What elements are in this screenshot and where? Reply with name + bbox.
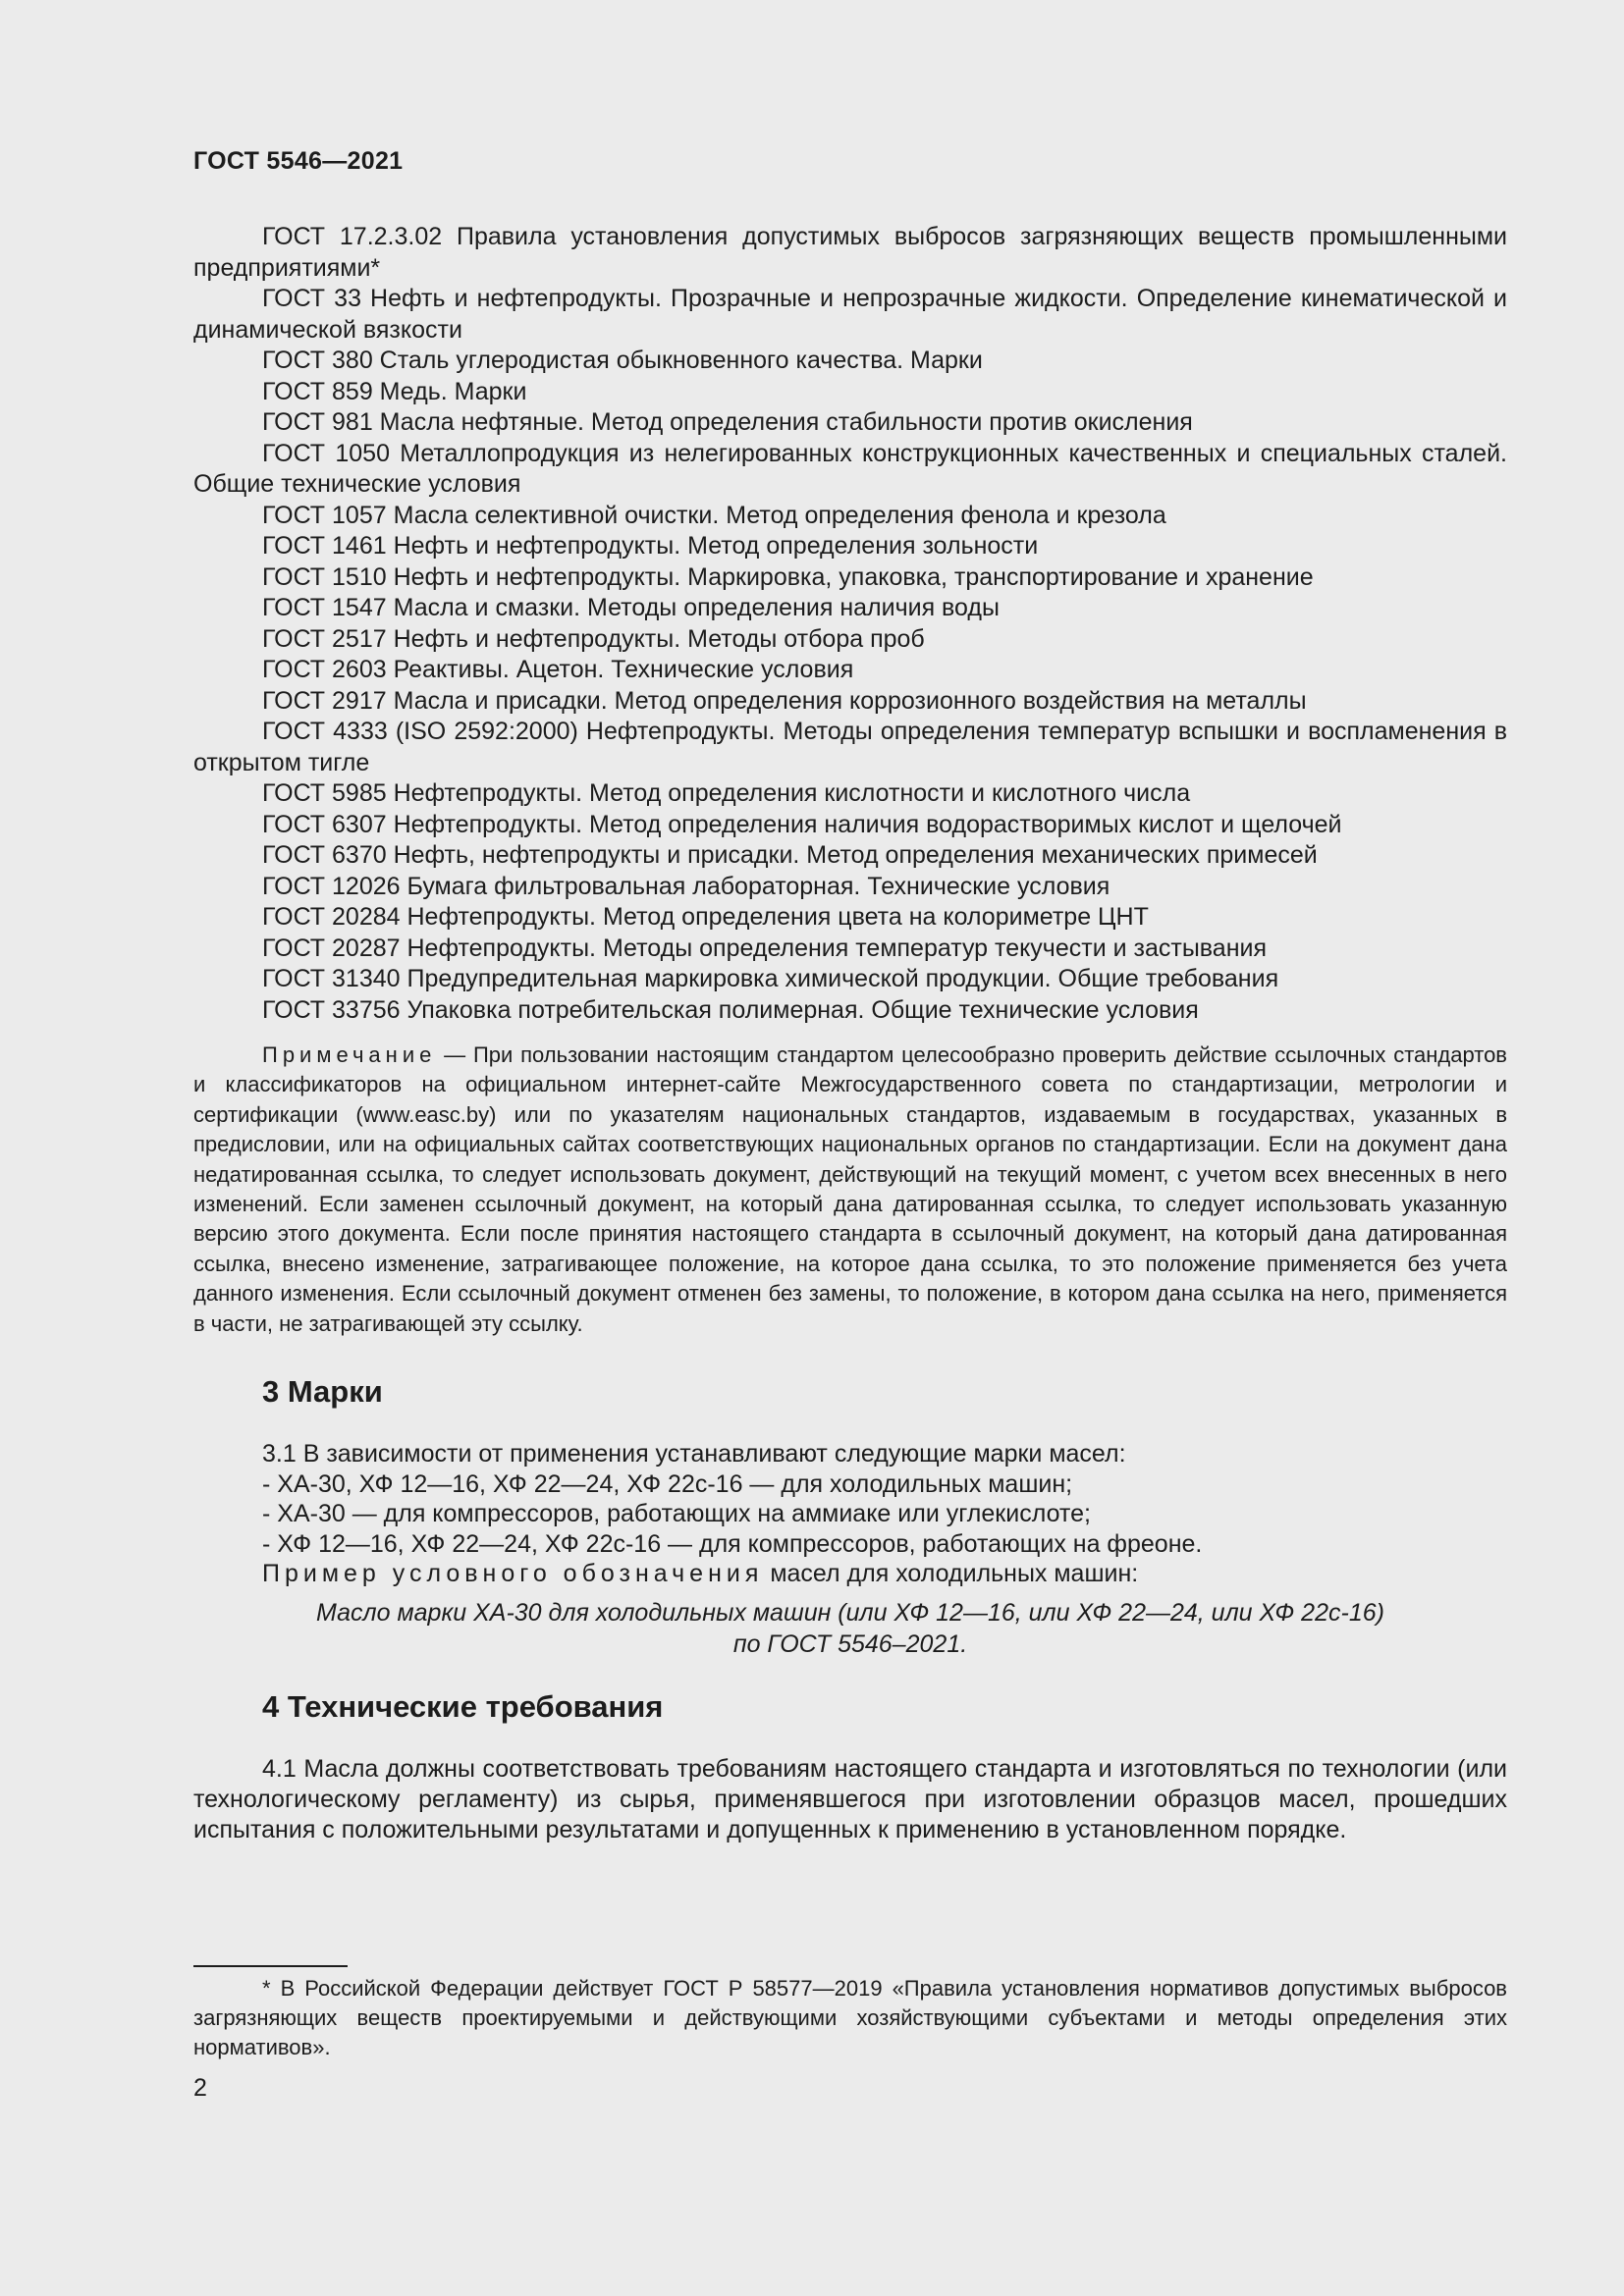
example-line-2: по ГОСТ 5546–2021. <box>732 1629 968 1658</box>
reference-item: ГОСТ 17.2.3.02 Правила установления допустимых выбросов загрязняющих веществ промышленными предприятиями* <box>193 223 1507 282</box>
example-label: Пример условного обозначения <box>262 1560 764 1588</box>
list-item: - ХА-30, ХФ 12—16, ХФ 22—24, ХФ 22с-16 — для холодильных машин; <box>262 1469 1073 1498</box>
reference-item: ГОСТ 6307 Нефтепродукты. Метод определения наличия водорастворимых кислот и щелочей <box>262 810 1342 838</box>
list-item: - ХА-30 — для компрессоров, работающих на аммиаке или углекислоте; <box>262 1500 1091 1528</box>
page-content <box>193 222 1507 1845</box>
reference-item: ГОСТ 5985 Нефтепродукты. Метод определения кислотности и кислотного числа <box>262 779 1191 807</box>
note-label: Примечание <box>262 1042 437 1067</box>
page-number: 2 <box>193 2074 207 2102</box>
normative-references-list <box>193 222 1507 1026</box>
reference-item: ГОСТ 1050 Металлопродукция из нелегированных конструкционных качественных и специальных сталей. Общие технические условия <box>193 439 1507 498</box>
example-suffix: масел для холодильных машин: <box>763 1560 1139 1588</box>
section-3-heading: 3 Марки <box>262 1374 383 1410</box>
reference-item: ГОСТ 2603 Реактивы. Ацетон. Технические условия <box>262 656 854 683</box>
footnote: * В Российской Федерации действует ГОСТ Р 58577—2019 «Правила установления нормативов допустимых выбросов загрязняющих веществ проектируемыми и действующими хозяйствующими субъектами и методы определения этих нормативов». <box>193 1976 1507 2059</box>
reference-item: ГОСТ 4333 (ISO 2592:2000) Нефтепродукты. Методы определения температур вспышки и воспламенения в открытом тигле <box>193 718 1507 776</box>
reference-item: ГОСТ 33 Нефть и нефтепродукты. Прозрачные и непрозрачные жидкости. Определение кинематической и динамической вязкости <box>193 285 1507 344</box>
references-note <box>193 1041 1507 1339</box>
example-intro <box>262 1559 1507 1589</box>
clause-4-1: 4.1 Масла должны соответствовать требованиям настоящего стандарта и изготовляться по технологии (или технологическому регламенту) из сырья, применявшегося при изготовлении образцов масел, прошедших испытания с положительными результатами и допущенных к применению в установленном порядке. <box>193 1754 1507 1843</box>
page-header: ГОСТ 5546—2021 <box>193 147 404 175</box>
footnote-separator <box>193 1965 348 1967</box>
reference-item: ГОСТ 20284 Нефтепродукты. Метод определения цвета на колориметре ЦНТ <box>262 903 1149 931</box>
reference-item: ГОСТ 1510 Нефть и нефтепродукты. Маркировка, упаковка, транспортирование и хранение <box>262 562 1314 591</box>
list-item: - ХФ 12—16, ХФ 22—24, ХФ 22с-16 — для компрессоров, работающих на фреоне. <box>262 1529 1203 1558</box>
clause-3-1: 3.1 В зависимости от применения устанавливают следующие марки масел: <box>262 1440 1126 1468</box>
reference-item: ГОСТ 33756 Упаковка потребительская полимерная. Общие технические условия <box>262 995 1199 1024</box>
example-line-1: Масло марки ХА-30 для холодильных машин (или ХФ 12—16, или ХФ 22—24, или ХФ 22с-16) <box>316 1598 1384 1627</box>
section-4-heading: 4 Технические требования <box>262 1688 664 1724</box>
reference-item: ГОСТ 31340 Предупредительная маркировка химической продукции. Общие требования <box>262 965 1279 992</box>
note-text: — При пользовании настоящим стандартом целесообразно проверить действие ссылочных стандартов и классификаторов на официальном интернет-сайте Межгосударственного совета по стандартизации, метрологии и сертификации (www.easc.by) или по указателям национальных стандартов, издаваемым в государствах, указанных в предисловии, или на официальных сайтах соответствующих национальных органов по стандартизации. Если на документ дана недатированная ссылка, то следует использовать документ, действующий на текущий момент, с учетом всех внесенных в него изменений. Если заменен ссылочный документ, на который дана датированная ссылка, то следует использовать указанную версию этого документа. Если после принятия настоящего стандарта в ссылочный документ, на который дана датированная ссылка, внесено изменение, затрагивающее положение, на которое дана ссылка, то это положение применяется без учета данного изменения. Если ссылочный документ отменен без замены, то положение, в котором дана ссылка на него, применяется в части, не затрагивающей эту ссылку. <box>193 1042 1507 1336</box>
reference-item: ГОСТ 12026 Бумага фильтровальная лабораторная. Технические условия <box>262 872 1110 900</box>
reference-item: ГОСТ 1547 Масла и смазки. Методы определения наличия воды <box>262 594 1000 621</box>
reference-item: ГОСТ 6370 Нефть, нефтепродукты и присадки. Метод определения механических примесей <box>262 841 1318 869</box>
reference-item: ГОСТ 2917 Масла и присадки. Метод определения коррозионного воздействия на металлы <box>262 686 1307 715</box>
reference-item: ГОСТ 2517 Нефть и нефтепродукты. Методы отбора проб <box>262 624 925 653</box>
reference-item: ГОСТ 859 Медь. Марки <box>262 377 527 405</box>
reference-item: ГОСТ 380 Сталь углеродистая обыкновенного качества. Марки <box>262 347 983 374</box>
reference-item: ГОСТ 981 Масла нефтяные. Метод определения стабильности против окисления <box>262 408 1193 436</box>
example-designation <box>193 1597 1507 1660</box>
reference-item: ГОСТ 1057 Масла селективной очистки. Метод определения фенола и крезола <box>262 501 1166 529</box>
section-4 <box>193 1687 1507 1845</box>
section-3 <box>193 1372 1507 1660</box>
reference-item: ГОСТ 1461 Нефть и нефтепродукты. Метод определения зольности <box>262 532 1039 560</box>
reference-item: ГОСТ 20287 Нефтепродукты. Методы определения температур текучести и застывания <box>262 934 1268 962</box>
